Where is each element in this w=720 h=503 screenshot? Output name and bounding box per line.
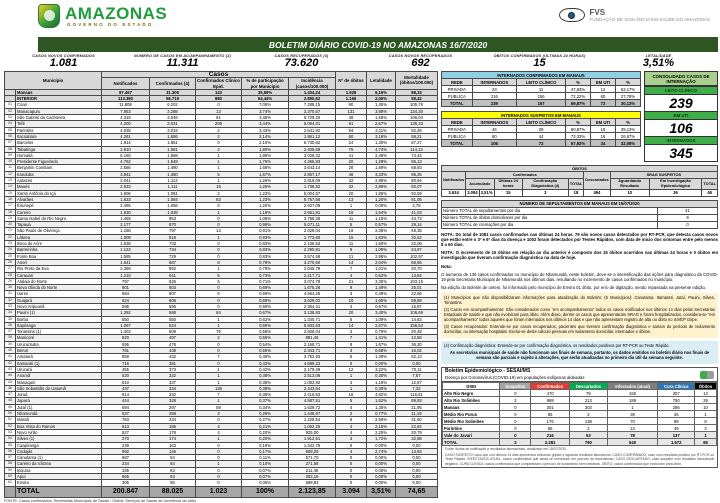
- internados-confirmados-headers: REDE INTERNADOS LEITO CLÍNICO % EM UTI %: [442, 79, 641, 86]
- table-row: 29 Atalaia do Norte 797 626 5 0,71% 3.074,78 21 3,35% 103,15: [5, 278, 438, 284]
- col-municipio: Município: [5, 72, 102, 90]
- fvs-name: FVS: [589, 7, 606, 17]
- row-privada: PRIVADA 23 11 47,83% 12 52,17%: [442, 86, 641, 93]
- footnotes-cream-block: [441, 293, 718, 338]
- table-row: 19 Santa Isabel do Rio Negro 1.455 953 0 1,08% 3.788,38 11 1,15% 43,73: [5, 215, 438, 221]
- table-row: 09 Humaitá 5.150 1.668 1 1,89% 3.028,32 41 2,46% 74,44: [5, 152, 438, 158]
- obitos-srag-header: SRAG SUSPEITOS: [610, 172, 717, 178]
- stat-letalidade: LETALIDADE 3,51%: [642, 54, 675, 69]
- table-row: 38 Manicoré 820 497 2 0,56% 891,46 7 1,41% 12,56: [5, 335, 438, 341]
- table-row: 24 Barreirinha 1.122 734 0 0,83% 2.290,81 8 1,09% 24,97: [5, 247, 438, 253]
- weekend-note: As secretarias municipais de saúde não funcionam aos finais de semana, portanto, os dados emitidos no boletim diário nos finais de semana são parciais e sujeito à alterações, que serão atualizadas no primeiro dia útil da semana seguinte.: [449, 350, 710, 361]
- footnote-1: (1) Municípios que não disponibilizaram informações para atualização do Boletim: (6 Municípios): Canutama, Itamarati, Jutaí, Pauini, Silves, Tonantins.: [444, 295, 715, 306]
- table-row: Alto Rio Negro 0 470 79 150 307 13: [443, 390, 717, 397]
- em-uti-value: 106: [669, 120, 693, 136]
- nota-envira: Na edição do Boletim de ontem, foi informado pelo município de Envira 01 óbito, por erro de digitação, sendo repassada na presente edição.: [441, 285, 707, 291]
- gov-logo-subtitle: GOVERNO DO ESTADO: [67, 21, 154, 27]
- sesai-logo-icon: [700, 371, 714, 379]
- table-row: 18 Careiro 1.630 1.038 1 1,18% 2.661,81 16 1,54% 41,03: [5, 209, 438, 215]
- table-row: Vale do Javari 0 216 53 78 137 1: [443, 432, 717, 439]
- footnotes-blue-block: [441, 341, 718, 364]
- stat-novos-confirmados: CASOS NOVOS CONFIRMADOS 1.081: [32, 54, 95, 69]
- row-publica: PÚBLICA 216 156 72,22% 60 27,78%: [442, 93, 641, 100]
- col-obitos: Nº de óbitos: [336, 72, 367, 90]
- table-row: 02 Manacapuru 7.953 3.288 13 3,74% 3.370,57 131 3,98% 134,30: [5, 108, 438, 114]
- table-row: 55 Caapiranga 239 163 0 0,19% 1.342,76 0 0,00% 0,00: [5, 442, 438, 448]
- table-row: 35 Borba 550 550 1 0,62% 1.340,71 6 1,09% 14,63: [5, 316, 438, 322]
- em-uti-label: EM UTI: [645, 111, 717, 120]
- internados-suspeitos-headers: REDE INTERNADOS LEITO CLÍNICO % EM UTI %: [442, 119, 641, 126]
- table-row: 01 Coari 11.808 6.202 0 7,05% 7.288,15 90 1,45% 105,76: [5, 102, 438, 108]
- row-total-confirmados: TOTAL 239 167 69,87% 72 30,13%: [442, 100, 641, 107]
- page-header: [0, 0, 720, 36]
- internados-suspeitos-title: INTERNADOS SUSPEITOS EM MANAUS: [442, 112, 641, 119]
- sepultamentos-row: Número TOTAL de cremações por dia 0: [442, 221, 718, 228]
- sesai-rows: [443, 390, 717, 439]
- table-row: 41 Amaturá 859 432 7 0,49% 3.752,93 6 1,39% 52,13: [5, 354, 438, 360]
- fvs-subtitle: FUNDAÇÃO DE VIGILÂNCIA EM SAÚDE DO AMAZONAS: [589, 16, 710, 22]
- table-row: 16 Alvarães 1.633 1.084 83 1,23% 6.757,68 13 1,20% 81,05: [5, 196, 438, 202]
- bulletin-title: BOLETIM DIÁRIO COVID-19 NO AMAZONAS 16/7/2020: [38, 37, 718, 52]
- sesai-footnote-definitions: CASO SUSPEITO: caso que nos últimos 14 dias apresentou sintomas gripais e aguarda resultado laboratorial. CASO CONFIRMADO: caso com resultado positivo por RT-PCR ou Teste Rápido. INFECTADOS ATUAL: casos confirmados que ainda se encontram em período de transmissão. CASO DESCARTADO: caso suspeito com resultado laboratorial negativo. CURA CLÍNICA: casos confirmados que completaram o período de isolamento sem sintomas. ÓBITO: casos confirmados que evoluíram para óbito.: [445, 453, 714, 466]
- table-row: Alto Rio Solimões 2 968 213 189 750 29: [443, 397, 717, 404]
- row-total: TOTAL 200.847 88.025 1.023 100% 2.123,85 3.094 3,51% 74,65: [5, 486, 438, 497]
- stat-obitos-24h: ÓBITOS CONFIRMADOS (ÚLTIMAS 24 HORAS) 15: [493, 54, 586, 69]
- table-row: 48 Japurá 444 328 1 0,37% 4.587,51 5 1,52% 69,93: [5, 398, 438, 404]
- table-row: 46 São Sebastião do Uatumã 437 334 136 0,38% 2.443,64 1 0,30% 7,32: [5, 385, 438, 391]
- table-row: 39 Urucurituba 595 478 0 0,54% 2.168,71 8 1,67% 36,30: [5, 341, 438, 347]
- table-row: 32 Guajará 624 606 0 0,69% 3.629,02 10 1,65% 59,88: [5, 297, 438, 303]
- sepultamentos-table: [441, 200, 718, 229]
- table-row: 53 Novo Airão 527 178 4 0,20% 925,00 4 2,25% 20,79: [5, 429, 438, 435]
- table-row: 13 Autazes 2.041 1.113 1 1,26% 2.815,09 32 2,88% 80,94: [5, 178, 438, 184]
- obitos-table: ÓBITOS Notificados Confirmados Descartados SRAG SUSPEITOS Acumulado Últimas 24 horas Confirmação Diagnóstica (4) TOTAL Aguardando Resultado Em Investigação Epidemiológica TOTAL 3.634 3.094 3,51% 15 3 18 494 10 36 46: [443, 165, 716, 196]
- table-row: Médio Rio Purus 0 85 2 39 45 1: [443, 411, 717, 418]
- table-row: 12 Iranduba 3.942 1.380 5 1,57% 2.857,17 46 3,33% 95,25: [5, 171, 438, 177]
- obitos-title: ÓBITOS: [442, 166, 718, 172]
- stat-novos-recuperados: CASOS NOVOS RECUPERADOS 692: [388, 54, 453, 69]
- table-row: 54 Silves (1) 270 174 1 0,20% 1.912,51 3 1,72% 32,98: [5, 436, 438, 442]
- table-row: 26 Anori 1.641 687 8 0,78% 3.270,50 14 2,04% 66,65: [5, 259, 438, 265]
- stats-strip: [4, 54, 718, 69]
- internados-suspeitos-table: [441, 111, 641, 147]
- table-row: 56 Codajás 992 146 0 0,17% 508,29 4 2,74% 13,93: [5, 448, 438, 454]
- amazonas-government-logo: [38, 4, 167, 28]
- sesai-header-row: DSEI Suspeitos Confirmados Descartados Infectados (atual) Cura Clínica Óbitos: [443, 383, 717, 390]
- sesai-title: Boletim Epidemiológico - SESAI/MS: [445, 368, 531, 375]
- table-row: 40 Beruri 761 439 0 0,50% 2.343,71 3 0,68% 16,02: [5, 348, 438, 354]
- obitos-values-row: 3.634 3.094 3,51% 15 3 18 494 10 36 46: [442, 189, 718, 196]
- fvs-eye-icon: [559, 8, 585, 22]
- table-row: 36 Itapiranga 1.087 524 1 0,60% 5.933,83 14 2,67% 158,53: [5, 322, 438, 328]
- table-row: Médio Rio Solimões 0 176 138 70 98 8: [443, 418, 717, 425]
- table-row: 05 Parintins 4.035 3.019 2 3,43% 2.641,92 94 3,11% 82,26: [5, 127, 438, 133]
- table-row: 51 Maraã 763 234 0 0,27% 1.228,54 6 2,56% 31,50: [5, 417, 438, 423]
- table-row: 06 Itacoatiara 4.261 1.886 2 2,14% 1.861,12 60 3,18% 59,21: [5, 133, 438, 139]
- sesai-table: [442, 382, 717, 446]
- stat-em-acompanhamento: NÚMERO DE CASOS EM ACOMPANHAMENTO (2) 11.311: [134, 54, 231, 69]
- row-privada: PRIVADA 46 28 60,87% 18 39,13%: [442, 126, 641, 133]
- obitos-notificados-header: Notificados: [442, 172, 466, 189]
- footnote-2: (2) Casos em acompanhamento: São considerados como "em acompanhamento" todos os casos notificados nos últimos 14 dias pelas Secretarias Estaduais de Saúde e que não evoluíram para óbito. Além disso, dentre os casos que apresentaram SRAG e foram hospitalizados, considera-se "em acompanhamento" todos aqueles que foram internados nos últimos 14 dias e que não apresentam registro de alta ou óbito no SIVEP Gripe.: [444, 307, 715, 323]
- table-row: 04 Tefé 4.200 3.031 209 3,44% 5.064,31 81 2,67% 135,33: [5, 121, 438, 127]
- row-publica: PÚBLICA 60 44 73,33% 16 26,67%: [442, 133, 641, 140]
- table-row: 57 Canutama (1) 687 94 0 0,11% 571,70 0 0,00% 0,00: [5, 455, 438, 461]
- cases-group-header: Casos: [102, 72, 336, 78]
- sesai-bulletin: [441, 367, 718, 467]
- row-interior: INTERIOR 113.380 56.719 880 64,44% 2.890,62 1.166 2,06% 59,42: [5, 96, 438, 102]
- footnote-3: (3) Casos recuperados: Entende-se por casos recuperados, pacientes que tiveram confirmação diagnóstica e saíram do período de isolamento domiciliar, ou internação hospitalar. Exclui-se deste cálculo pessoas em isolamento domiciliar, internados e óbitos.: [444, 324, 715, 335]
- table-row: 34 Pauini (1) 1.292 588 84 0,67% 3.136,83 20 3,40% 106,69: [5, 310, 438, 316]
- table-row: 59 Ipixuna 335 63 0 0,07% 211,49 0 0,00% 0,00: [5, 467, 438, 473]
- table-row: 33 Novo Aripuanã 595 596 0 0,68% 2.364,41 4 0,67% 15,87: [5, 303, 438, 309]
- sepultamentos-title: NÚMERO DE SEPULTAMENTOS EM MANAUS EM 15/07/2020: [442, 200, 718, 207]
- table-row: 15 Santo Antônio do Içá 1.606 1.081 2 1,23% 5.004,57 20 1,85% 92,59: [5, 190, 438, 196]
- obitos-descartados-header: Descartados: [584, 172, 610, 189]
- sesai-footnote-source: Fonte: fichas de notificação e resultados laboratoriais, atualizado em 15/07/2020.: [445, 447, 567, 452]
- leito-clinico-value: 239: [669, 95, 693, 111]
- table-row: 22 Lábrea 1.009 818 1 0,93% 1.773,60 15 1,83% 32,52: [5, 234, 438, 240]
- table-row: 17 Eirunepé 2.495 1.056 0 1,20% 2.937,09 1 0,09% 2,78: [5, 203, 438, 209]
- table-row: 20 Tapauá 2.177 870 0 0,99% 5.071,11 5 0,57% 29,14: [5, 222, 438, 228]
- col-mortalidade: Mortalidade (óbitos/100.000): [396, 72, 438, 90]
- leito-clinico-label: LEITO CLÍNICO: [645, 86, 717, 95]
- table-row: 10 Presidente Figueiredo 4.762 1.548 1 1,76% 4.266,93 20 1,29% 55,13: [5, 159, 438, 165]
- amazonas-crest-icon: [38, 4, 60, 28]
- table-row: 52 Boa Vista do Ramos 613 186 4 0,21% 1.062,25 4 2,15% 22,84: [5, 423, 438, 429]
- table-row: 49 Jutaí (1) 694 297 59 0,34% 1.629,72 4 1,35% 21,95: [5, 404, 438, 410]
- internados-confirmados-title: INTERNADOS CONFIRMADOS EM MANAUS: [442, 72, 641, 79]
- table-row: 21 São Paulo de Olivença 1.168 797 13 0,91% 2.028,04 19 2,38% 48,35: [5, 228, 438, 234]
- internados-confirmados-table: [441, 71, 641, 107]
- table-row: 42 Itamarati (1) 716 381 0 0,43% 4.689,23 0 0,00% 0,00: [5, 360, 438, 366]
- table-row: 61 Envira 305 55 0 0,06% 598,83 0 0,00% 0,00: [5, 480, 438, 486]
- table-row: 45 Manaquiri 810 337 1 0,38% 1.083,92 4 1,19% 12,87: [5, 379, 438, 385]
- table-row: 07 Barcelos 1.914 1.851 0 2,10% 6.730,62 24 1,30% 87,27: [5, 140, 438, 146]
- cases-table: [4, 71, 438, 498]
- stat-recuperados: CASOS RECUPERADOS (3) 73.620: [274, 54, 329, 69]
- table-row: 37 Tonantins (1) 1.402 509 76 0,58% 2.606,04 4 0,79% 20,48: [5, 329, 438, 335]
- table-row: 30 Nova Olinda do Norte 601 603 0 0,69% 1.675,28 9 1,49% 25,01: [5, 285, 438, 291]
- table-row: 50 Nhamundá 537 259 3 0,29% 1.448,67 2 0,77% 11,19: [5, 411, 438, 417]
- table-row: Manaus 0 301 303 1 286 10: [443, 404, 717, 411]
- obitos-confirmados-header: Confirmados: [466, 172, 584, 178]
- table-row: 03 São Gabriel da Cachoeira 4.315 3.046 61 3,46% 6.729,20 48 1,58% 106,04: [5, 115, 438, 121]
- sepultamentos-row: Número TOTAL de sepultamentos por dia 41: [442, 207, 718, 214]
- col-letalidade: Letalidade: [367, 72, 396, 90]
- sesai-total-row: TOTAL 2 2.281 790 540 1.672 65: [443, 439, 717, 446]
- table-row: 25 Fonte Boa 1.585 729 0 0,83% 3.574,58 21 2,88% 102,97: [5, 253, 438, 259]
- table-row: 43 Urucará 455 373 1 0,42% 2.179,49 12 3,22% 70,11: [5, 366, 438, 372]
- cases-table-source: FONTE: Casos confirmados: Secretarias Municipais de Saúde / Óbitos: Serviços de Saúde de ocorrência do óbito: [4, 499, 196, 503]
- sepultamentos-row: Número TOTAL de óbitos domiciliares por dia 9: [442, 214, 718, 221]
- fvs-logo: [559, 8, 710, 22]
- nota-title: Nota:: [441, 263, 452, 269]
- table-row: 44 Anamã 520 332 1 0,38% 2.513,06 1 0,30% 7,57: [5, 373, 438, 379]
- internados-value: 345: [669, 145, 693, 161]
- footnote-4: (4) Confirmação diagnóstica: Entende-se por confirmação diagnóstica, os resultados positivos por RT-PCR ou Teste Rápido.: [444, 343, 670, 349]
- cases-subheader-row: Notificados Confirmados (4) Confirmados Clínico Epid. % de participação por Município Incidência (casos/100.000): [5, 78, 438, 90]
- nota-nhamunda: O aumento de 136 casos confirmados no município de Nhamundá, neste boletim, deve-se a intensificação das ações para diagnóstico da COVID-19 pela Secretaria Municipal de Nhamundá nos últimos dias, resultando no incremento de casos confirmados no município.: [441, 271, 718, 283]
- table-row: 08 Tabatinga 2.910 1.581 2 1,80% 2.405,69 75 4,74% 114,13: [5, 146, 438, 152]
- internados-label: INTERNADOS: [645, 136, 717, 145]
- row-total-suspeitos: TOTAL 106 72 67,92% 34 32,08%: [442, 140, 641, 147]
- table-row: 31 Uarini 684 607 0 0,69% 4.564,25 3 0,49% 22,56: [5, 291, 438, 297]
- table-row: 27 Rio Preto da Eva 2.369 692 1 0,79% 2.045,79 7 1,01% 20,70: [5, 266, 438, 272]
- sesai-subtitle: Doença por Coronavírus (COVID-19) em populações indígenas aldeadas: [445, 375, 585, 381]
- nota-rt-pcr: NOTA: Do total de 1081 casos confirmados nas últimas 24 horas, 79 são novos casos detectados por RT-PCR, que detecta casos novos que estão entre o 3º e 6º dias da doença e 1002 foram detectados por Testes Rápidos, com data de início dos sintomas entre pelo menos 8 a 60 dias.: [441, 231, 718, 248]
- table-row: 14 Maués 2.533 1.111 15 1,26% 1.738,52 32 2,88% 50,07: [5, 184, 438, 190]
- table-row: Parintins 0 65 2 13 49 3: [443, 425, 717, 432]
- table-row: 23 Boca do Acre 1.638 733 0 0,83% 2.136,53 11 1,50% 32,06: [5, 241, 438, 247]
- table-row: 60 Apuí 665 63 0 0,07% 283,16 0 0,00% 0,00: [5, 474, 438, 480]
- table-row: 28 Carauari 1.210 641 5 0,73% 2.217,71 4 0,62% 13,84: [5, 272, 438, 278]
- table-row: 47 Juruá 614 332 7 0,38% 2.419,53 16 4,82% 116,61: [5, 392, 438, 398]
- table-row: 58 Careiro da Várzea 234 84 1 0,10% 271,58 0 0,00% 0,00: [5, 461, 438, 467]
- nota-obitos-incremento: NOTA: O incremento de 15 óbitos em relação ao dia anterior é composto dos 15 óbitos ocorridos nas últimas 24 horas e 0 óbitos em investigação que tiveram confirmação diagnóstica na data de hoje.: [441, 250, 718, 261]
- row-manaus: Manaus 87.467 31.306 143 35,56% 1.434,24 1.928 6,16% 88,33: [5, 89, 438, 95]
- municipality-rows: [5, 102, 438, 486]
- gov-logo-title: AMAZONAS: [65, 3, 168, 23]
- consolidado-internacao-box: [644, 71, 718, 162]
- table-row: 11 Benjamin Constant 2.566 1.480 1 1,68% 3.643,14 28 1,89% 68,93: [5, 165, 438, 171]
- consolidado-title: CONSOLIDADO CASOS DE INTERNAÇÃO: [645, 72, 717, 86]
